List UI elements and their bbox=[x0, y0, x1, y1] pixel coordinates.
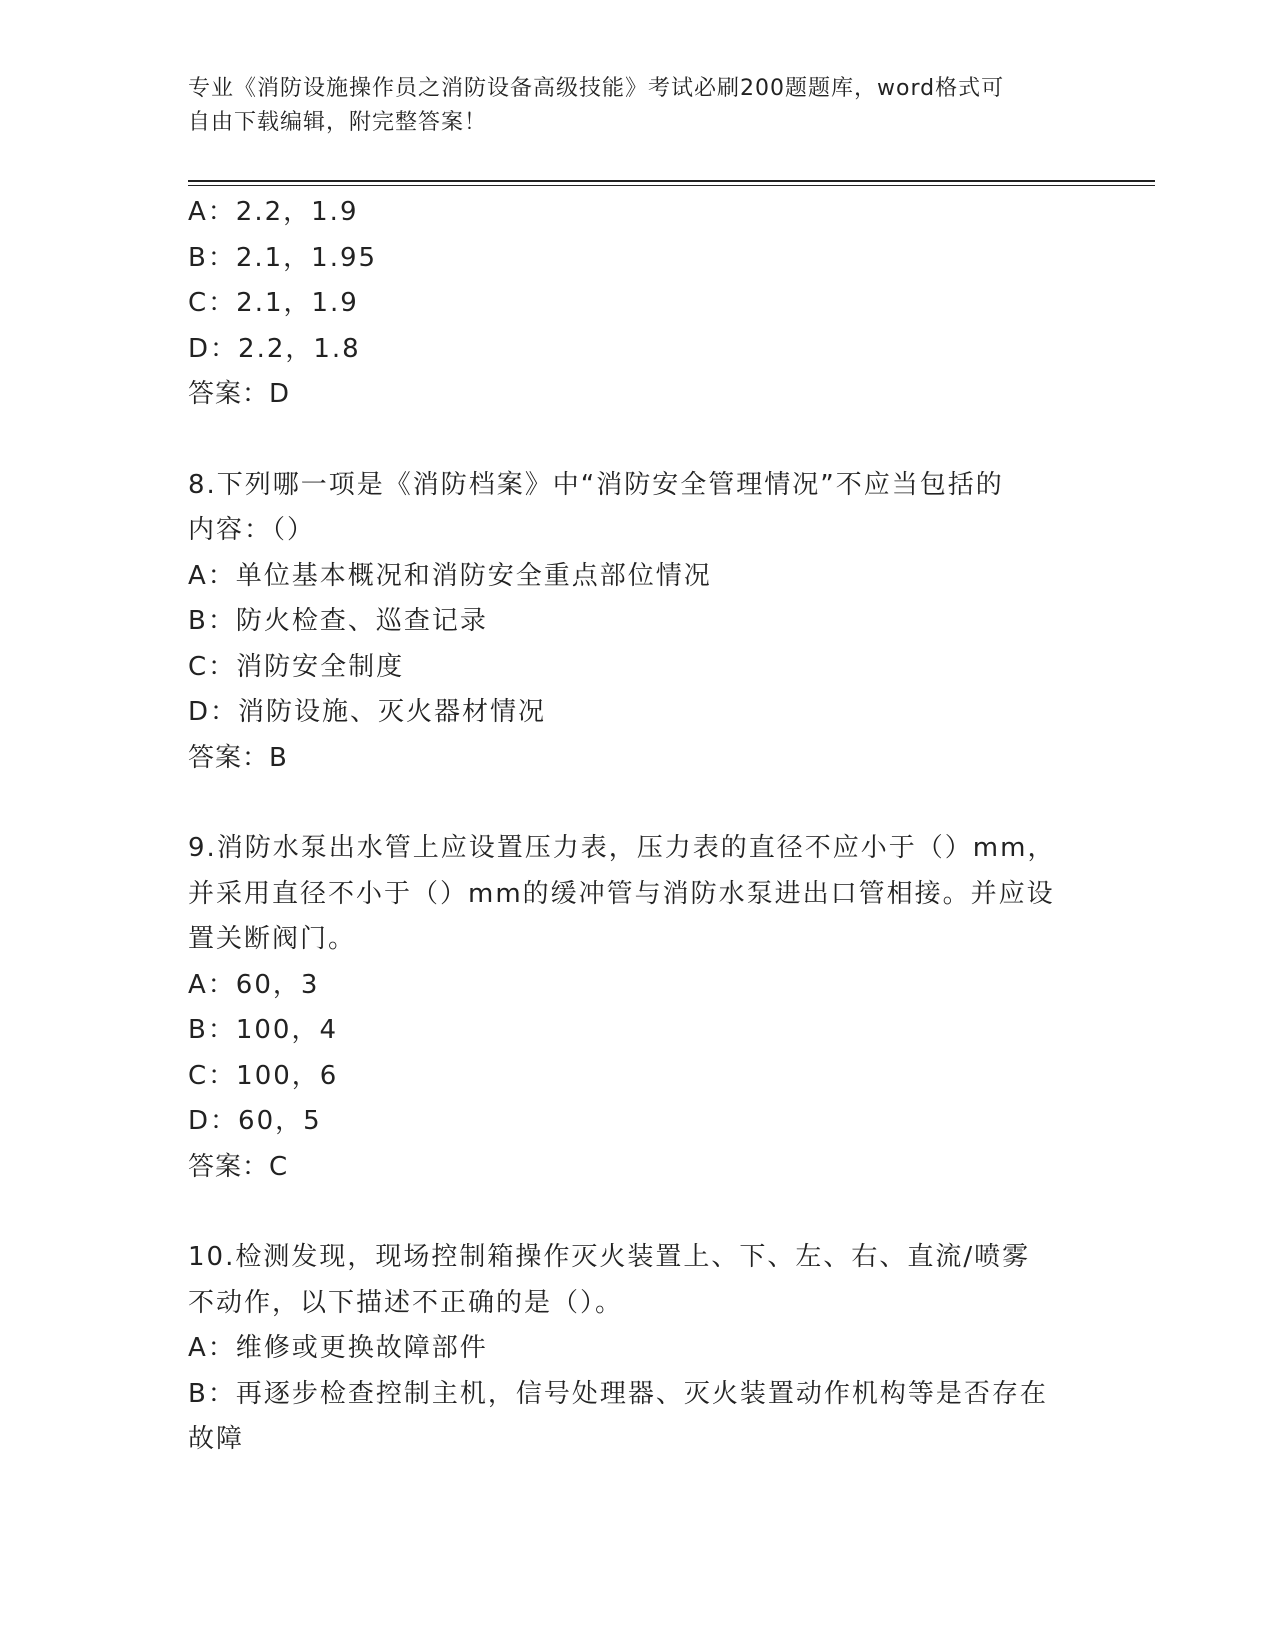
option-b: B：再逐步检查控制主机，信号处理器、灭火装置动作机构等是否存在 bbox=[188, 1378, 1048, 1409]
header-divider-thick bbox=[188, 180, 1155, 182]
answer-line: 答案：D bbox=[188, 379, 291, 409]
option-b: B：100，4 bbox=[188, 1015, 339, 1045]
document-header bbox=[188, 72, 1068, 140]
question-stem-line: 并采用直径不小于（）mm的缓冲管与消防水泵进出口管相接。并应设 bbox=[188, 878, 1055, 909]
document-body bbox=[188, 190, 1088, 1463]
header-line-1: 专业《消防设施操作员之消防设备高级技能》考试必刷200题题库，word格式可 bbox=[188, 76, 1005, 101]
question-stem-line: 8.下列哪一项是《消防档案》中“消防安全管理情况”不应当包括的 bbox=[188, 469, 1004, 500]
question-8 bbox=[188, 463, 1088, 782]
header-line-2: 自由下载编辑，附完整答案！ bbox=[188, 110, 488, 135]
question-9 bbox=[188, 826, 1088, 1190]
option-b: B：2.1，1.95 bbox=[188, 242, 378, 273]
option-c: C：消防安全制度 bbox=[188, 651, 405, 682]
option-a: A：2.2，1.9 bbox=[188, 197, 359, 227]
carryover-question-block bbox=[188, 190, 1088, 418]
option-a: A：维修或更换故障部件 bbox=[188, 1333, 488, 1363]
option-d: D：2.2，1.8 bbox=[188, 333, 361, 364]
option-a: A：60，3 bbox=[188, 969, 320, 1000]
option-a: A：单位基本概况和消防安全重点部位情况 bbox=[188, 560, 712, 591]
question-stem-line: 不动作，以下描述不正确的是（）。 bbox=[188, 1287, 624, 1318]
answer-line: 答案：B bbox=[188, 742, 288, 773]
question-stem-line: 内容：（） bbox=[188, 515, 316, 545]
question-stem-line: 置关断阀门。 bbox=[188, 924, 357, 954]
option-d: D：消防设施、灭火器材情况 bbox=[188, 697, 547, 727]
option-c: C：100，6 bbox=[188, 1060, 339, 1091]
question-stem-line: 9.消防水泵出水管上应设置压力表，压力表的直径不应小于（）mm， bbox=[188, 833, 1056, 863]
option-b-continuation: 故障 bbox=[188, 1424, 245, 1454]
answer-line: 答案：C bbox=[188, 1151, 289, 1182]
option-b: B：防火检查、巡查记录 bbox=[188, 606, 488, 636]
option-d: D：60，5 bbox=[188, 1106, 322, 1136]
question-10 bbox=[188, 1235, 1088, 1463]
question-stem-line: 10.检测发现，现场控制箱操作灭火装置上、下、左、右、直流/喷雾 bbox=[188, 1242, 1031, 1272]
option-c: C：2.1，1.9 bbox=[188, 288, 359, 318]
header-divider-thin bbox=[188, 185, 1155, 186]
